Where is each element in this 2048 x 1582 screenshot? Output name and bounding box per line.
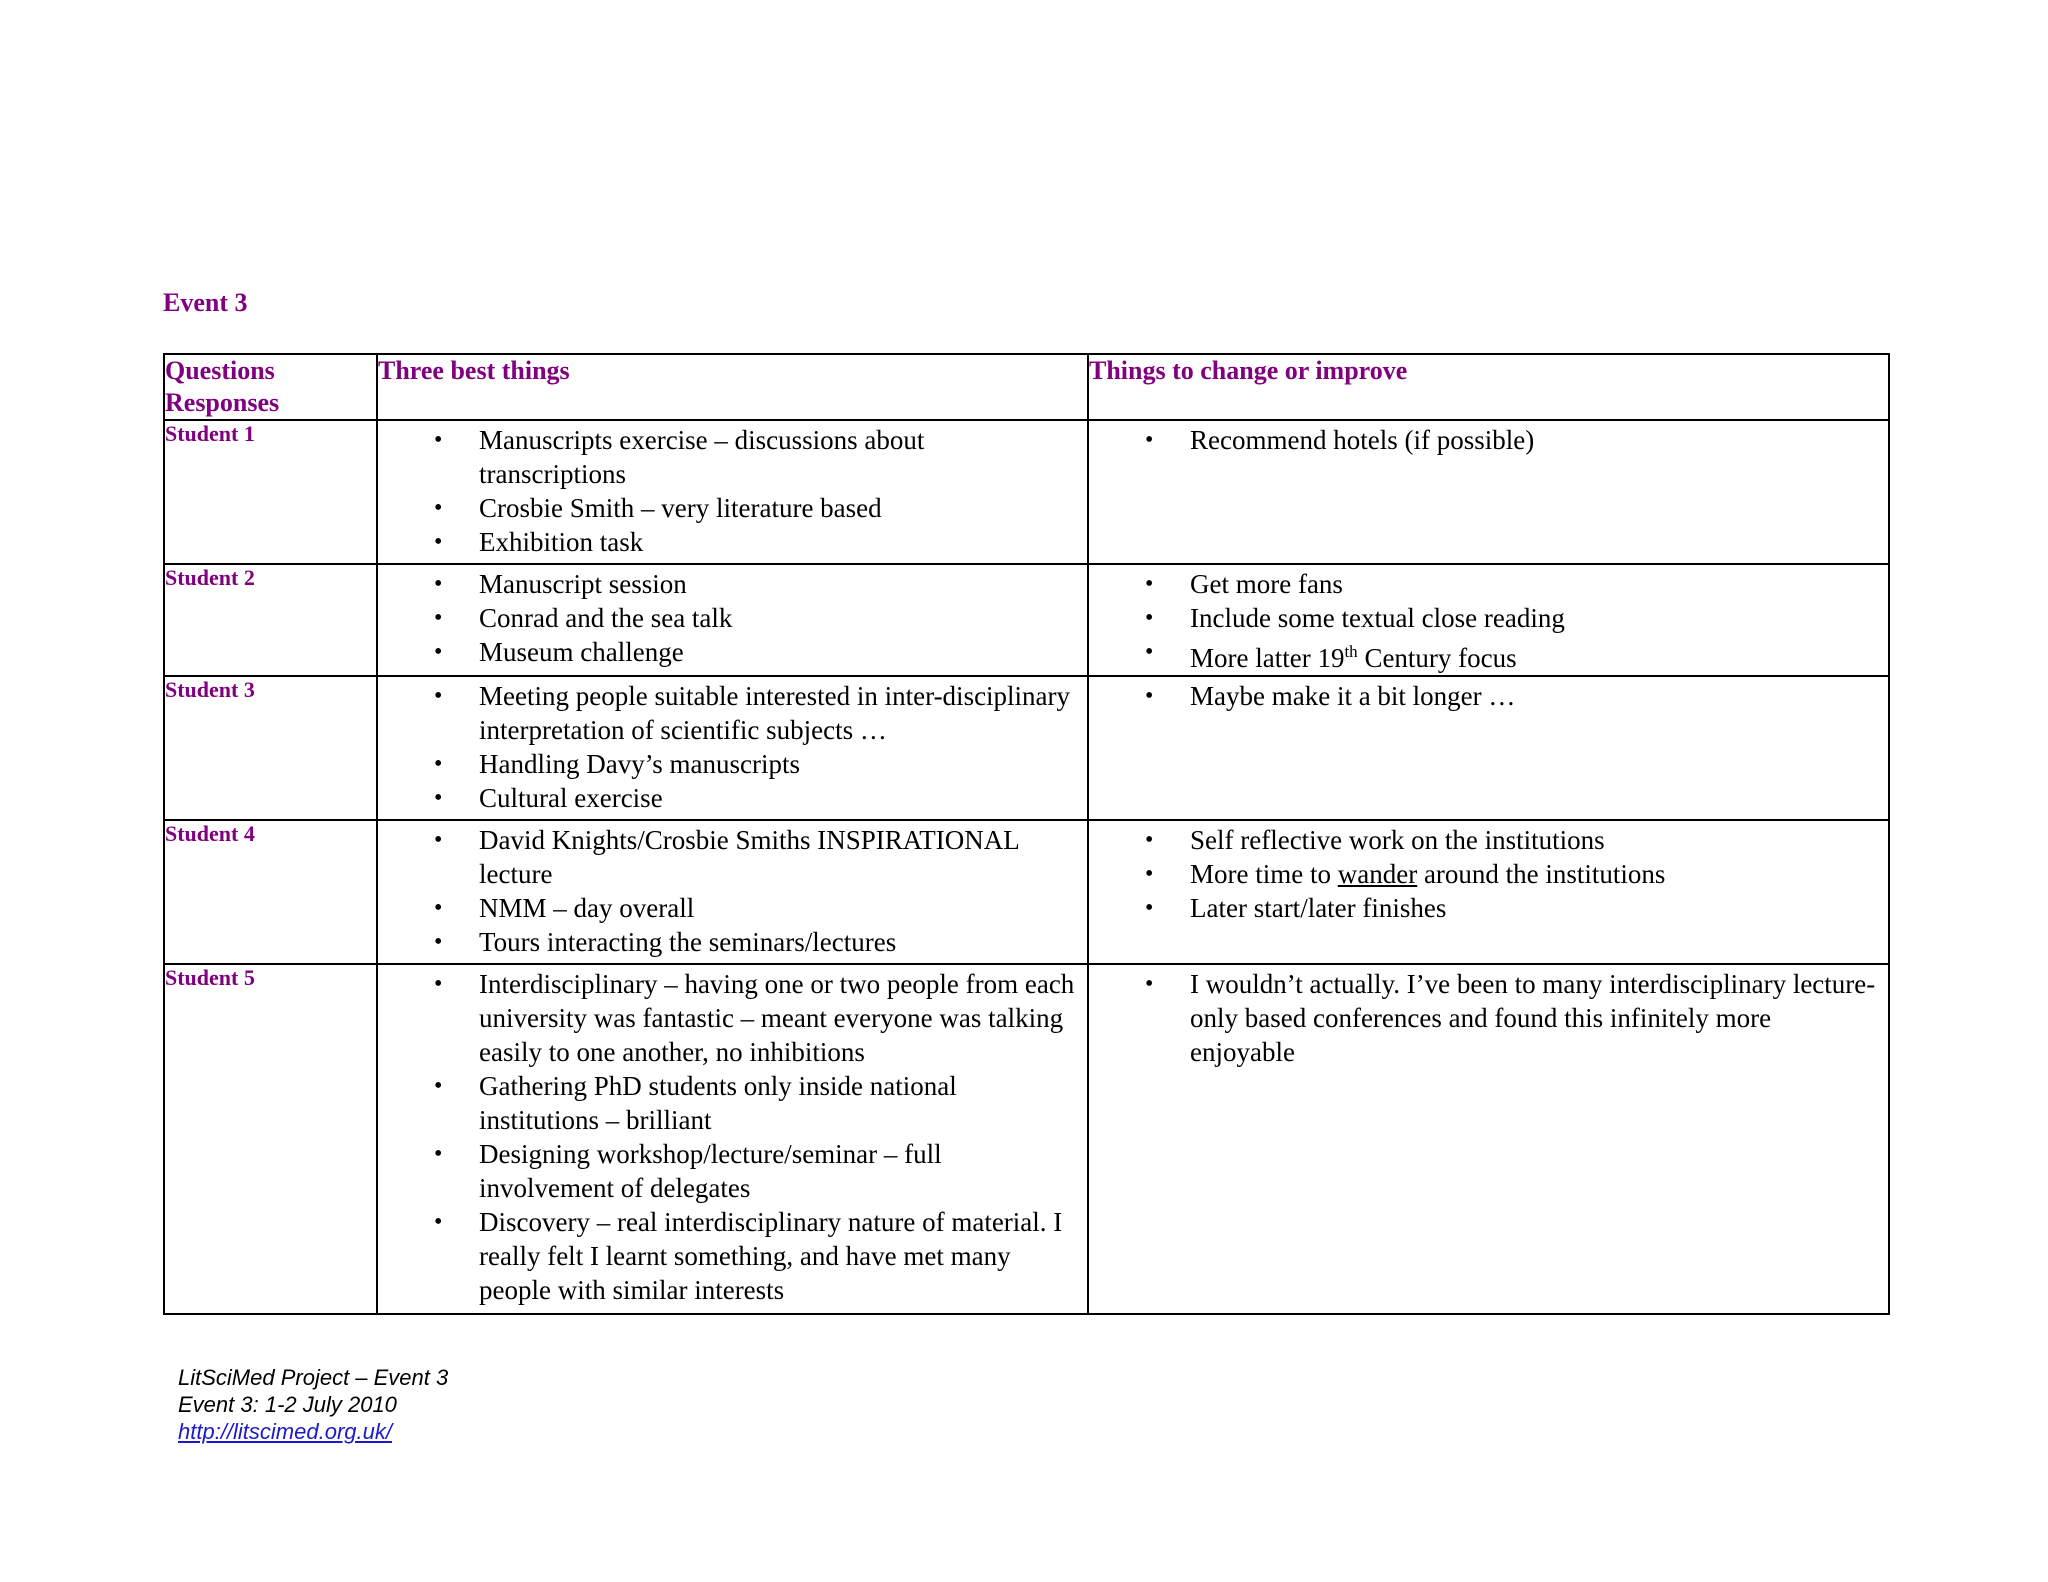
best-things-cell <box>377 564 1088 676</box>
bullet-icon: • <box>434 605 443 631</box>
table-row <box>164 420 1889 564</box>
feedback-table <box>163 353 1890 1315</box>
header-things-to-change: Things to change or improve <box>1088 354 1889 420</box>
bullet-icon: • <box>434 751 443 777</box>
bullet-icon: • <box>434 529 443 555</box>
bullet-icon: • <box>1145 895 1154 921</box>
list-item <box>1089 601 1878 635</box>
bullet-icon: • <box>1145 427 1154 453</box>
item-text-before: More time to <box>1190 859 1338 889</box>
bullet-icon: • <box>434 785 443 811</box>
improve-cell <box>1088 820 1889 964</box>
list-item <box>1089 891 1878 925</box>
item-text-before: More latter 19 <box>1190 643 1345 673</box>
bullet-icon: • <box>1145 827 1154 853</box>
bullet-icon: • <box>434 929 443 955</box>
bullet-icon: • <box>1145 605 1154 631</box>
list-item <box>378 567 1077 601</box>
bullet-icon: • <box>1145 861 1154 887</box>
list-item <box>378 1069 1077 1137</box>
item-text: I wouldn’t actually. I’ve been to many interdisciplinary lecture-only based conferences and found this infinitely more enjoyable <box>1190 969 1876 1067</box>
item-text: David Knights/Crosbie Smiths INSPIRATIONAL lecture <box>479 825 1019 889</box>
item-text: Tours interacting the seminars/lectures <box>479 927 897 957</box>
footer-date: Event 3: 1-2 July 2010 <box>178 1392 397 1417</box>
footer-link[interactable]: http://litscimed.org.uk/ <box>178 1419 392 1444</box>
bullet-icon: • <box>1145 639 1154 665</box>
list-item <box>1089 857 1878 891</box>
best-things-cell <box>377 964 1088 1314</box>
bullet-icon: • <box>1145 571 1154 597</box>
item-text: Gathering PhD students only inside national institutions – brilliant <box>479 1071 957 1135</box>
list-item <box>378 891 1077 925</box>
bullet-icon: • <box>1145 683 1154 709</box>
item-text: Conrad and the sea talk <box>479 603 733 633</box>
bullet-icon: • <box>434 1141 443 1167</box>
item-text: Crosbie Smith – very literature based <box>479 493 882 523</box>
student-label: Student 5 <box>164 964 377 1314</box>
bullet-icon: • <box>1145 971 1154 997</box>
header-responses: Responses <box>165 388 280 417</box>
list-item <box>1089 967 1878 1069</box>
underlined-word: wander <box>1337 859 1418 889</box>
list-item <box>378 423 1077 491</box>
best-things-cell <box>377 420 1088 564</box>
list-item <box>1089 823 1878 857</box>
list-item <box>378 601 1077 635</box>
header-three-best-things: Three best things <box>377 354 1088 420</box>
list-item <box>378 747 1077 781</box>
bullet-icon: • <box>434 895 443 921</box>
item-text: Manuscript session <box>479 569 687 599</box>
item-text: Maybe make it a bit longer … <box>1190 681 1516 711</box>
item-text: Museum challenge <box>479 637 684 667</box>
list-item <box>378 491 1077 525</box>
improve-cell <box>1088 676 1889 820</box>
list-item <box>1089 423 1878 457</box>
header-questions-responses <box>164 354 377 420</box>
item-text: Cultural exercise <box>479 783 663 813</box>
bullet-icon: • <box>434 495 443 521</box>
bullet-icon: • <box>434 571 443 597</box>
list-item <box>378 925 1077 959</box>
list-item <box>378 781 1077 815</box>
list-item <box>378 525 1077 559</box>
bullet-icon: • <box>434 427 443 453</box>
improve-cell <box>1088 420 1889 564</box>
table-row <box>164 676 1889 820</box>
item-text: Get more fans <box>1190 569 1343 599</box>
footer <box>178 1364 448 1445</box>
item-text: Exhibition task <box>479 527 644 557</box>
student-label: Student 3 <box>164 676 377 820</box>
item-text: Manuscripts exercise – discussions about transcriptions <box>479 425 925 489</box>
item-text: Recommend hotels (if possible) <box>1190 425 1535 455</box>
table-row <box>164 564 1889 676</box>
bullet-icon: • <box>434 1073 443 1099</box>
improve-cell <box>1088 564 1889 676</box>
student-label: Student 1 <box>164 420 377 564</box>
list-item <box>1089 635 1878 675</box>
student-label: Student 4 <box>164 820 377 964</box>
header-questions: Questions <box>165 356 275 385</box>
list-item <box>1089 567 1878 601</box>
item-text-after: Century focus <box>1357 643 1517 673</box>
item-text: Meeting people suitable interested in inter-disciplinary interpretation of scientific subjects … <box>479 681 1071 745</box>
item-text: Handling Davy’s manuscripts <box>479 749 800 779</box>
table-row <box>164 964 1889 1314</box>
footer-project: LitSciMed Project – Event 3 <box>178 1365 449 1390</box>
bullet-icon: • <box>434 1209 443 1235</box>
bullet-icon: • <box>434 827 443 853</box>
list-item <box>378 1137 1077 1205</box>
page-title: Event 3 <box>163 288 248 317</box>
item-text: Include some textual close reading <box>1190 603 1565 633</box>
best-things-cell <box>377 820 1088 964</box>
student-label: Student 2 <box>164 564 377 676</box>
item-text: Later start/later finishes <box>1190 893 1447 923</box>
item-text: Designing workshop/lecture/seminar – full involvement of delegates <box>479 1139 942 1203</box>
list-item <box>378 823 1077 891</box>
item-text: Discovery – real interdisciplinary nature of material. I really felt I learnt something, and have met many people with similar interests <box>479 1207 1063 1305</box>
item-text: Self reflective work on the institutions <box>1190 825 1605 855</box>
list-item <box>378 1205 1077 1307</box>
superscript-th: th <box>1344 642 1358 661</box>
item-text: Interdisciplinary – having one or two people from each university was fantastic – meant everyone was talking easily to one another, no inhibitions <box>479 969 1075 1067</box>
improve-cell <box>1088 964 1889 1314</box>
bullet-icon: • <box>434 639 443 665</box>
table-row <box>164 820 1889 964</box>
table-header-row <box>164 354 1889 420</box>
list-item <box>378 635 1077 669</box>
list-item <box>1089 679 1878 713</box>
item-text: NMM – day overall <box>479 893 695 923</box>
bullet-icon: • <box>434 971 443 997</box>
best-things-cell <box>377 676 1088 820</box>
list-item <box>378 967 1077 1069</box>
bullet-icon: • <box>434 683 443 709</box>
item-text-after: around the institutions <box>1417 859 1666 889</box>
list-item <box>378 679 1077 747</box>
